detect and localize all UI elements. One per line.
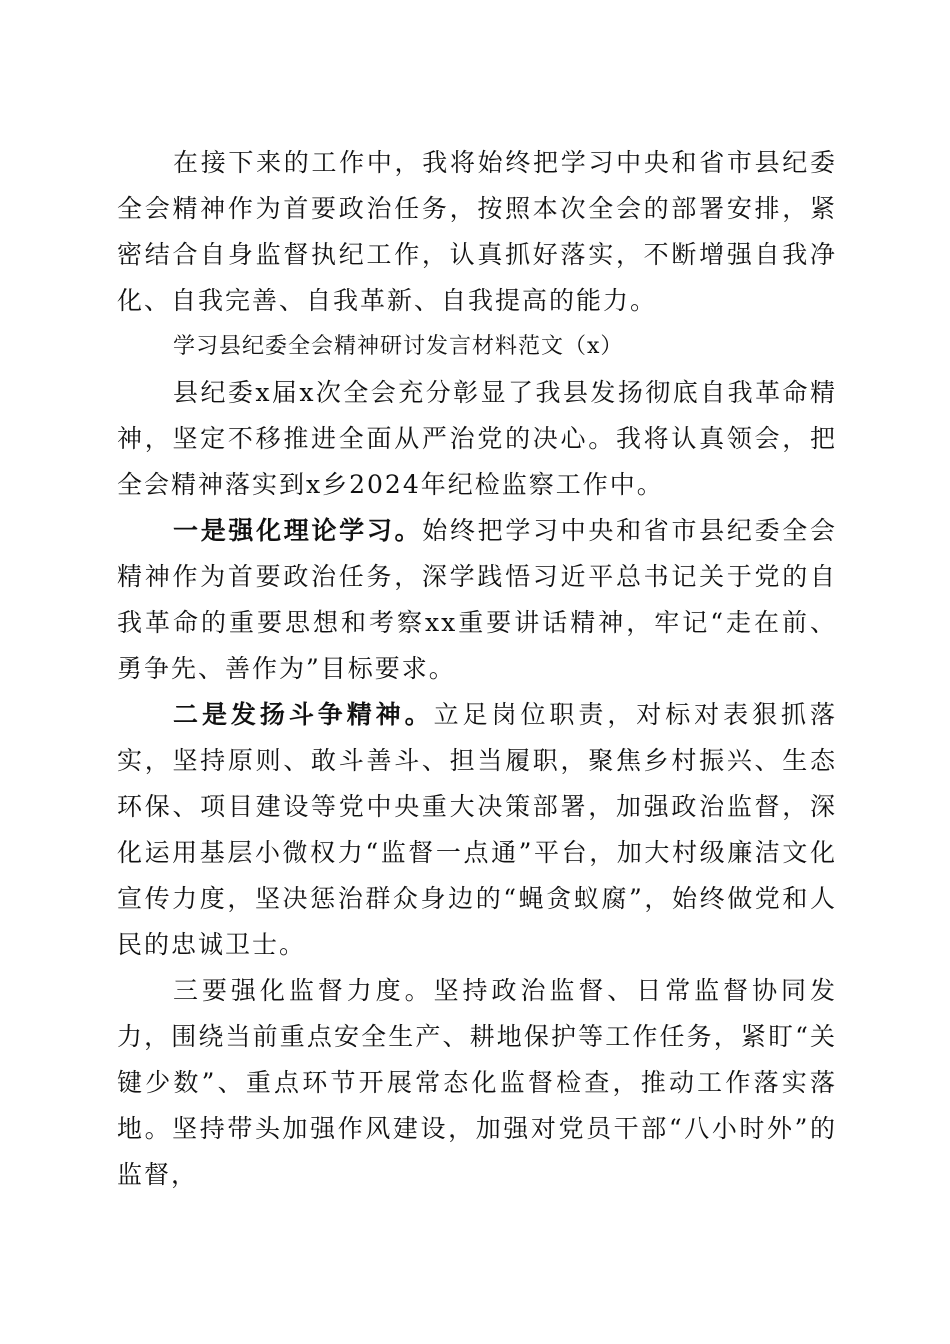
paragraph-text: 始终把学习中央和省市县纪委全会精神作为首要政治任务，深学践悟习近平总书记关于党的自我革命的重要思想和考察xx重要讲话精神，牢记“走在前、勇争先、善作为”目标要求。: [117, 516, 837, 683]
section-title: [117, 324, 837, 370]
paragraph-intro: [117, 370, 837, 508]
paragraph-point-2: [117, 692, 837, 968]
paragraph-point-1: [117, 508, 837, 692]
point-heading: 二是发扬斗争精神。: [173, 700, 434, 729]
paragraph-text: 县纪委x届x次全会充分彰显了我县发扬彻底自我革命精神，坚定不移推进全面从严治党的决心。我将认真领会，把全会精神落实到x乡2024年纪检监察工作中。: [117, 378, 837, 499]
paragraph-text: 三要强化监督力度。坚持政治监督、日常监督协同发力，围绕当前重点安全生产、耕地保护等工作任务，紧盯“关键少数”、重点环节开展常态化监督检查，推动工作落实落地。坚持带头加强作风建设，加强对党员干部“八小时外”的监督，: [117, 976, 837, 1189]
paragraph-text: 在接下来的工作中，我将始终把学习中央和省市县纪委全会精神作为首要政治任务，按照本次全会的部署安排，紧密结合自身监督执纪工作，认真抓好落实，不断增强自我净化、自我完善、自我革新、自我提高的能力。: [117, 148, 837, 315]
paragraph-point-3: [117, 968, 837, 1198]
paragraph-text: 立足岗位职责，对标对表狠抓落实，坚持原则、敢斗善斗、担当履职，聚焦乡村振兴、生态环保、项目建设等党中央重大决策部署，加强政治监督，深化运用基层小微权力“监督一点通”平台，加大村级廉洁文化宣传力度，坚决惩治群众身边的“蝇贪蚁腐”，始终做党和人民的忠诚卫士。: [117, 700, 837, 959]
document-body: [117, 140, 837, 1198]
section-title-text: 学习县纪委全会精神研讨发言材料范文（x）: [173, 334, 624, 359]
point-heading: 一是强化理论学习。: [173, 516, 423, 545]
paragraph-conclusion: [117, 140, 837, 324]
